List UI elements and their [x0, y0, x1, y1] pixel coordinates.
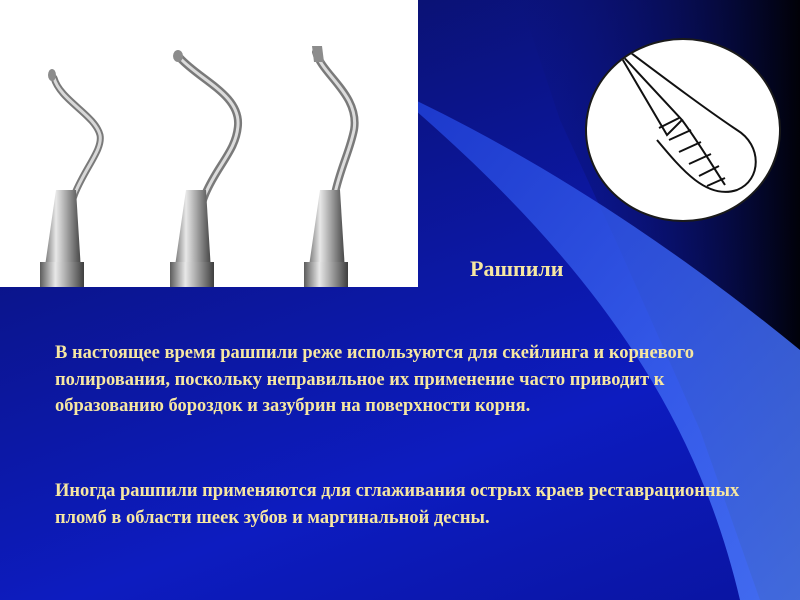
- file-tip-inset: [585, 38, 781, 222]
- instrument-3: [304, 46, 355, 287]
- instrument-1: [40, 69, 100, 287]
- instruments-photo: [0, 0, 418, 287]
- paragraph-2: Иногда рашпили применяются для сглаживания острых краев реставрационных пломб в области шеек зубов и маргинальной десны.: [55, 481, 740, 528]
- instrument-2: [170, 50, 238, 287]
- instruments-illustration: [0, 0, 418, 287]
- slide-title: Рашпили: [470, 256, 564, 281]
- paragraph-1: В настоящее время рашпили реже используются для скейлинга и корневого полирования, поскольку неправильное их применение часто приводит к образованию бороздок и зазубрин на поверхности корня.: [55, 343, 694, 416]
- file-tip-drawing: [587, 40, 779, 220]
